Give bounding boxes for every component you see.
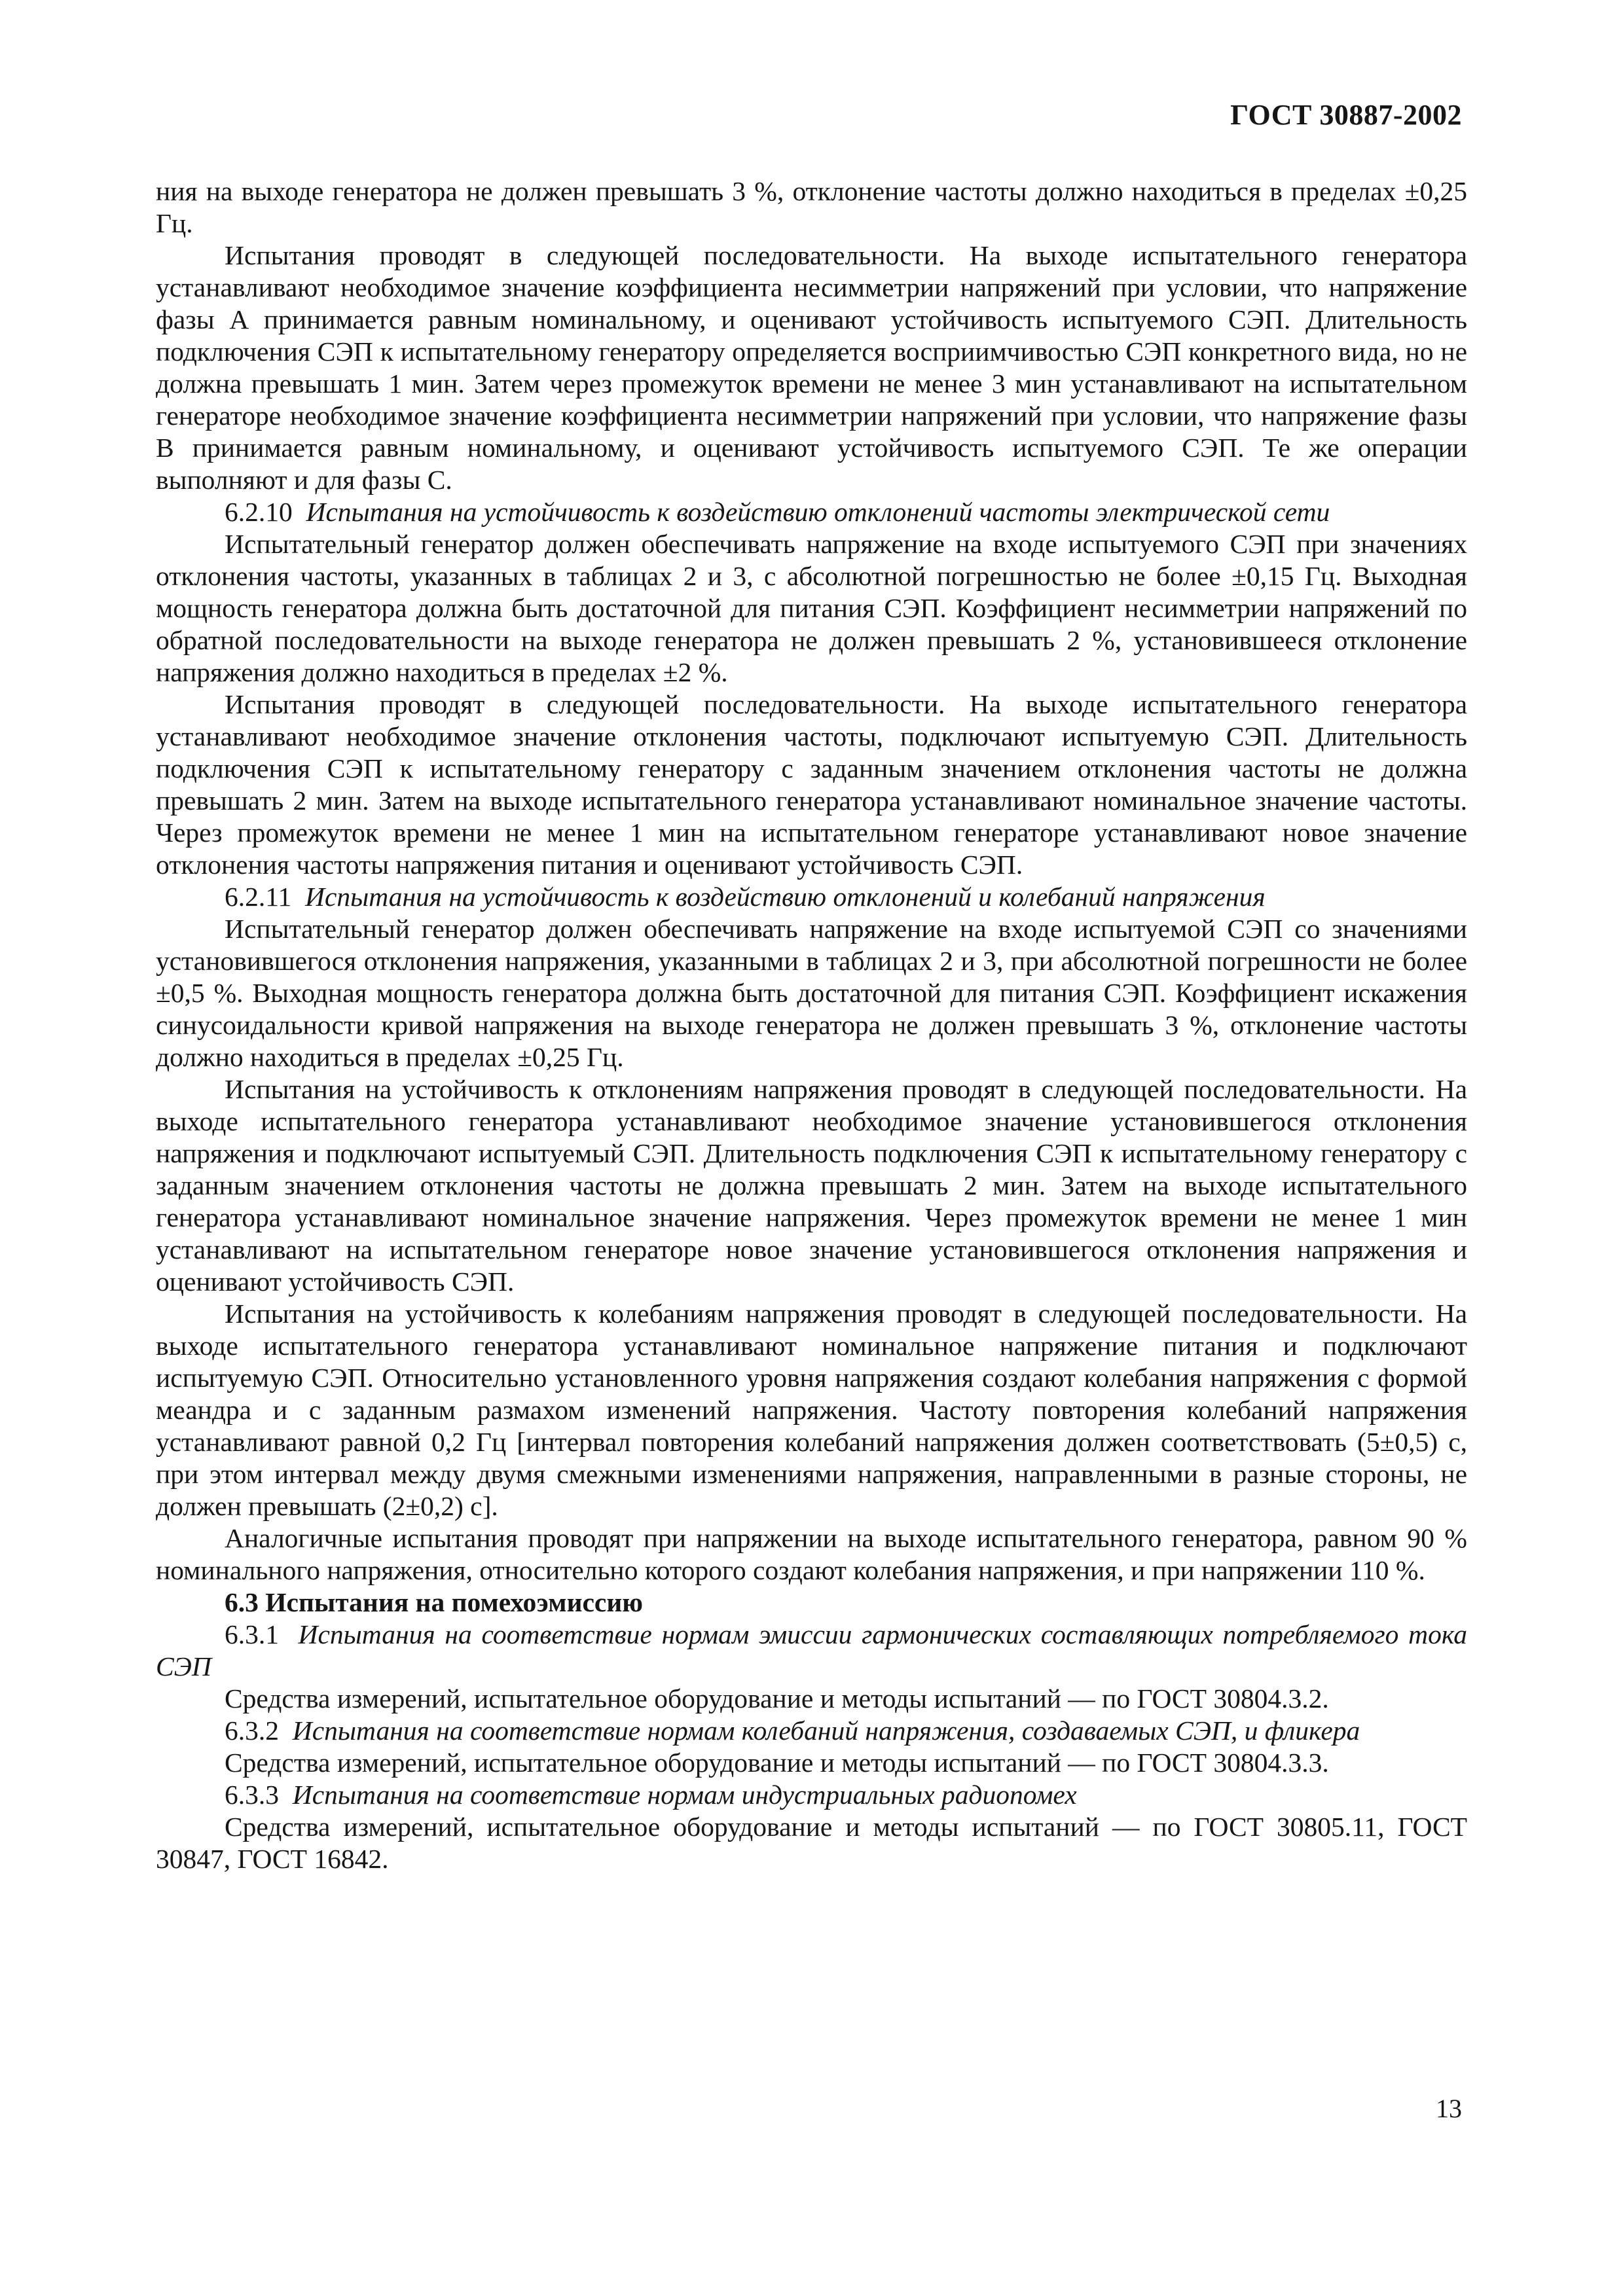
subsection-title: Испытания на устойчивость к воздействию отклонений и колебаний напряжения	[304, 882, 1266, 912]
subsection-title: Испытания на соответствие нормам эмиссии гармонических составляющих потребляемого тока СЭП	[156, 1619, 1468, 1681]
paragraph: Испытательный генератор должен обеспечивать напряжение на входе испытуемой СЭП со значениями установившегося отклонения напряжения, указанными в таблицах 2 и 3, при абсолютной погрешности не более ±0,5 %. Выходная мощность генератора должна быть достаточной для питания СЭП. Коэффициент искажения синусоидальности кривой напряжения на выходе генератора не должен превышать 3 %, отклонение частоты должно находиться в пределах ±0,25 Гц.	[156, 914, 1467, 1072]
paragraph: Испытательный генератор должен обеспечивать напряжение на входе испытуемого СЭП при значениях отклонения частоты, указанных в таблицах 2 и 3, с абсолютной погрешностью не более ±0,15 Гц. Выходная мощность генератора должна быть достаточной для питания СЭП. Коэффициент несимметрии напряжений по обратной последовательности на выходе генератора не должен превышать 2 %, установившееся отклонение напряжения должно находиться в пределах ±2 %.	[156, 529, 1467, 687]
paragraph: Средства измерений, испытательное оборудование и методы испытаний — по ГОСТ 30804.3.2.	[225, 1683, 1329, 1713]
paragraph: Аналогичные испытания проводят при напряжении на выходе испытательного генератора, равном 90 % номинального напряжения, относительно которого создают колебания напряжения, и при напряжении 110 %.	[156, 1523, 1467, 1585]
subsection-title: Испытания на соответствие нормам индустриальных радиопомех	[292, 1780, 1077, 1810]
page-number: 13	[1436, 2094, 1462, 2123]
subsection-number: 6.3.1	[225, 1619, 279, 1649]
paragraph: Средства измерений, испытательное оборудование и методы испытаний — по ГОСТ 30805.11, ГОСТ 30847, ГОСТ 16842.	[156, 1812, 1467, 1874]
paragraph: Средства измерений, испытательное оборудование и методы испытаний — по ГОСТ 30804.3.3.	[225, 1748, 1329, 1778]
paragraph: Испытания на устойчивость к колебаниям напряжения проводят в следующей последовательности. На выходе испытательного генератора устанавливают номинальное напряжение питания и подключают испытуемую СЭП. Относительно установленного уровня напряжения создают колебания напряжения с формой меандра и с заданным размахом изменений напряжения. Частоту повторения колебаний напряжения устанавливают равной 0,2 Гц [интервал повторения колебаний напряжения должен соответствовать (5±0,5) с, при этом интервал между двумя смежными изменениями напряжения, направленными в разные стороны, не должен превышать (2±0,2) с].	[156, 1299, 1467, 1521]
paragraph: ния на выходе генератора не должен превышать 3 %, отклонение частоты должно находиться в пределах ±0,25 Гц.	[156, 176, 1467, 238]
subsection-number: 6.2.10	[225, 497, 293, 527]
paragraph: Испытания проводят в следующей последовательности. На выходе испытательного генератора устанавливают необходимое значение коэффициента несимметрии напряжений при условии, что напряжение фазы А принимается равным номинальному, и оценивают устойчивость испытуемого СЭП. Длительность подключения СЭП к испытательному генератору определяется восприимчивостью СЭП конкретного вида, но не должна превышать 1 мин. Затем через промежуток времени не менее 3 мин устанавливают на испытательном генераторе необходимое значение коэффициента несимметрии напряжений при условии, что напряжение фазы В принимается равным номинальному, и оценивают устойчивость испытуемого СЭП. Те же операции выполняют и для фазы С.	[156, 240, 1467, 495]
subsection-heading	[156, 496, 1467, 528]
subsection-title: Испытания на соответствие нормам колебаний напряжения, создаваемых СЭП, и фликера	[292, 1715, 1360, 1746]
subsection-heading	[156, 1619, 1467, 1683]
document-header: ГОСТ 30887-2002	[1230, 99, 1462, 131]
paragraph: Испытания на устойчивость к отклонениям напряжения проводят в следующей последовательности. На выходе испытательного генератора устанавливают необходимое значение установившегося отклонения напряжения и подключают испытуемый СЭП. Длительность подключения СЭП к испытательному генератору с заданным значением отклонения частоты не должна превышать 2 мин. Затем на выходе испытательного генератора устанавливают номинальное значение напряжения. Через промежуток времени не менее 1 мин устанавливают на испытательном генераторе новое значение установившегося отклонения напряжения и оценивают устойчивость СЭП.	[156, 1074, 1467, 1297]
subsection-heading	[156, 881, 1467, 913]
subsection-number: 6.2.11	[225, 882, 292, 912]
paragraph: Испытания проводят в следующей последовательности. На выходе испытательного генератора устанавливают необходимое значение отклонения частоты, подключают испытуемую СЭП. Длительность подключения СЭП к испытательному генератору с заданным значением отклонения частоты не должна превышать 2 мин. Затем на выходе испытательного генератора устанавливают номинальное значение частоты. Через промежуток времени не менее 1 мин на испытательном генераторе устанавливают новое значение отклонения частоты напряжения питания и оценивают устойчивость СЭП.	[156, 689, 1467, 880]
subsection-heading	[156, 1715, 1467, 1747]
subsection-title: Испытания на устойчивость к воздействию отклонений частоты электрической сети	[306, 497, 1330, 527]
section-heading: 6.3 Испытания на помехоэмиссию	[225, 1587, 643, 1617]
subsection-heading	[156, 1779, 1467, 1811]
document-body	[156, 175, 1467, 1875]
subsection-number: 6.3.2	[225, 1715, 279, 1746]
subsection-number: 6.3.3	[225, 1780, 279, 1810]
